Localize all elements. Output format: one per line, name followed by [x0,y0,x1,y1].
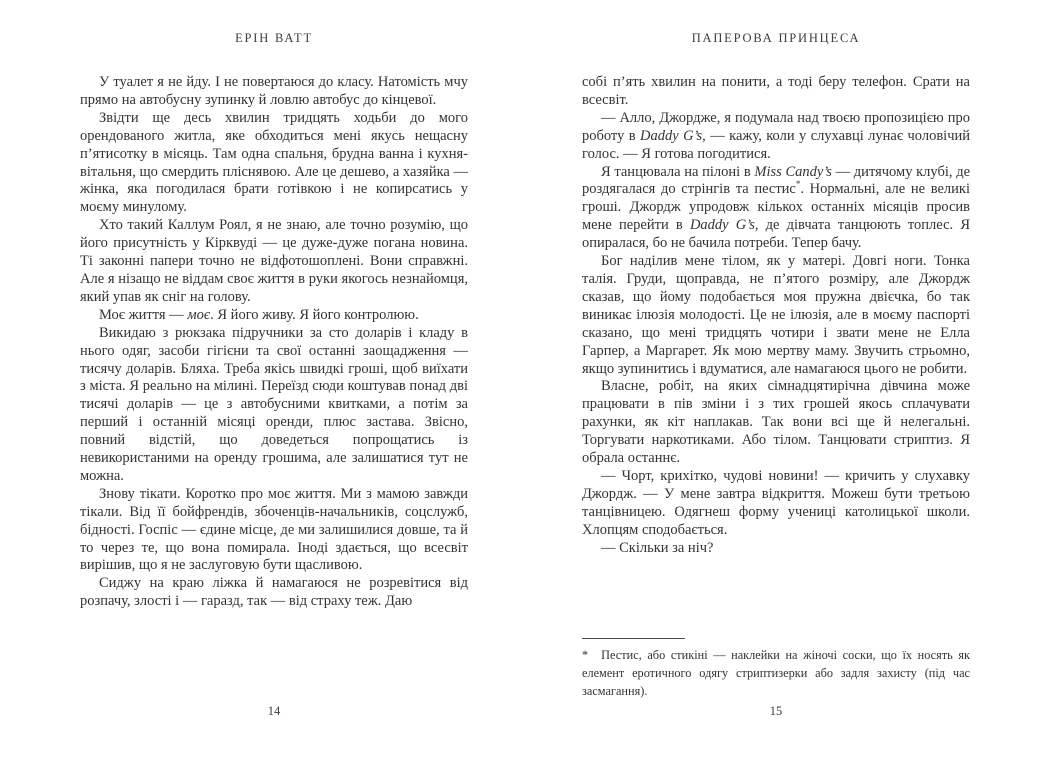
text-segment: — Чорт, крихітко, чудові новини! — кричить у слухавку Джордж. — У мене завтра відкриття. Можеш бути третьою танцівницею. Одягнеш форму учениці католицької школи. Хлопцям сподобається. [582,467,970,538]
paragraph [80,325,468,486]
paragraph [582,378,970,468]
running-header-author: ЕРІН ВАТТ [235,31,313,45]
footnote-text [582,646,970,700]
footnote-reference-marker: * [795,179,801,190]
footnote [582,638,970,700]
text-segment: . Нормальні, але не великі гроші. Джордж упродовж кількох останніх місяців просив мене перейти в [582,181,970,234]
footnote-body [582,648,970,698]
page-text-column [80,74,468,611]
paragraph [582,468,970,540]
paragraph [582,253,970,378]
page-number: 15 [769,704,783,718]
page-text-column [582,74,970,557]
page-left [80,0,468,760]
text-segment: Я танцювала на пілоні в [601,163,755,180]
text-segment: Власне, робіт, на яких сімнадцятирічна дівчина може працювати в пів зміни і з тих грошей якось сплачувати рахунки, як кіт наплакав. Так вони всі ще й нелегальні. Торгувати наркотиками. Або тілом. Танцювати стриптиз. Я обрала останнє. [582,378,970,467]
text-segment: Моє життя — [99,306,188,323]
text-segment: , — кажу, коли у слухавці лунає чоловічий голос. — Я готова погодитися. [582,127,970,162]
paragraph [582,110,970,164]
text-segment: Daddy G’s [640,127,703,144]
text-segment: — Алло, Джордже, я подумала над твоєю пропозицією про роботу в [582,109,970,144]
page-number: 14 [267,704,281,718]
paragraph [582,540,970,558]
text-segment: Знову тікати. Коротко про моє життя. Ми з мамою завжди тікали. Від її бойфрендів, збоченців-начальників, соцслужб, бідності. Госпіс — єдине місце, де ми залишилися довше, та й то через те, що вона помирала. Іноді здається, що всесвіт вирішив, що я не заслуговую бути щасливою. [80,485,468,574]
running-header-title: ПАПЕРОВА ПРИНЦЕСА [691,31,861,45]
text-segment: . Я його живу. Я його контролюю. [210,306,419,323]
text-segment: У туалет я не йду. І не повертаюся до класу. Натомість мчу прямо на автобусну зупинку й ловлю автобус до кінцевої. [80,74,468,108]
text-segment: Пестис, або стикіні — наклейки на жіночі соски, що їх носять як елемент еротичного одягу стриптизерки або задля захисту (під час засмагання). [582,648,970,698]
text-segment: моє [187,306,211,323]
paragraph [80,307,468,325]
text-segment: Miss Candy’s [754,163,832,180]
text-segment: Daddy G’s [689,217,755,234]
footnote-divider [582,638,685,639]
paragraph [80,110,468,217]
paragraph [80,486,468,576]
text-segment: Викидаю з рюкзака підручники за сто доларів і кладу в нього одяг, засоби гігієни та свої останні заощадження — тисячу доларів. Бляха. Треба якісь швидкі гроші, щоб виїхати з міста. Я реально на мілині. Переїзд сюди коштував понад дві тисячі доларів — це з автобусними квитками, а потім за перший і останній місяці оренди, плюс застава. Звісно, повний відстій, що доведеться попрощатись із невикористаними на оренду грошима, але залишатися тут не можна. [80,324,468,484]
paragraph [80,74,468,110]
page-right [582,0,970,760]
text-segment: собі п’ять хвилин на понити, а тоді беру телефон. Срати на всесвіт. [582,74,970,108]
paragraph [582,164,970,254]
text-segment: Сиджу на краю ліжка й намагаюся не розревітися від розпачу, злості і — гаразд, так — від страху теж. Даю [80,575,468,610]
text-segment: , де дівчата танцюють топлес. Я опиралася, бо не бачила потреби. Тепер бачу. [582,217,970,252]
text-segment: Бог наділив мене тілом, як у матері. Довгі ноги. Тонка талія. Груди, щоправда, не п’ятого розміру, але Джордж сказав, що йому подобається моя пружна двієчка, бо так виникає ілюзія молодості. Це не ілюзія, але в моєму паспорті сказано, що мені тридцять чотири і звати мене не Елла Гарпер, а Маргарет. Як мою мертву маму. Звучить стрьомно, якщо зупинитись і вдуматися, але намагаюся цього не робити. [582,253,970,377]
text-segment: — дитячому клубі, де роздягалася до стрінгів та пестис [582,163,970,198]
paragraph [80,575,468,611]
paragraph [582,74,970,110]
footnote-marker: * [582,648,589,662]
paragraph [80,217,468,307]
text-segment: — Скільки за ніч? [601,539,714,556]
text-segment: Звідти ще десь хвилин тридцять ходьби до мого орендованого житла, яке обходиться мені якусь нещасну п’ятисотку в місяць. Там одна спальня, брудна ванна і кухня-вітальня, що смердить пліснявою. Але це дешево, а хазяйка — жінка, яка погодилася брати готівкою і не копирсатись у моєму минулому. [80,109,468,216]
text-segment: Хто такий Каллум Роял, я не знаю, але точно розумію, що його присутність у Кірквуді — це дуже-дуже погана новина. Ті законні папери точно не відфотошоплені. Вони справжні. Але я нізащо не віддам своє життя в руки якогось незнайомця, який упав як сніг на голову. [80,217,468,305]
